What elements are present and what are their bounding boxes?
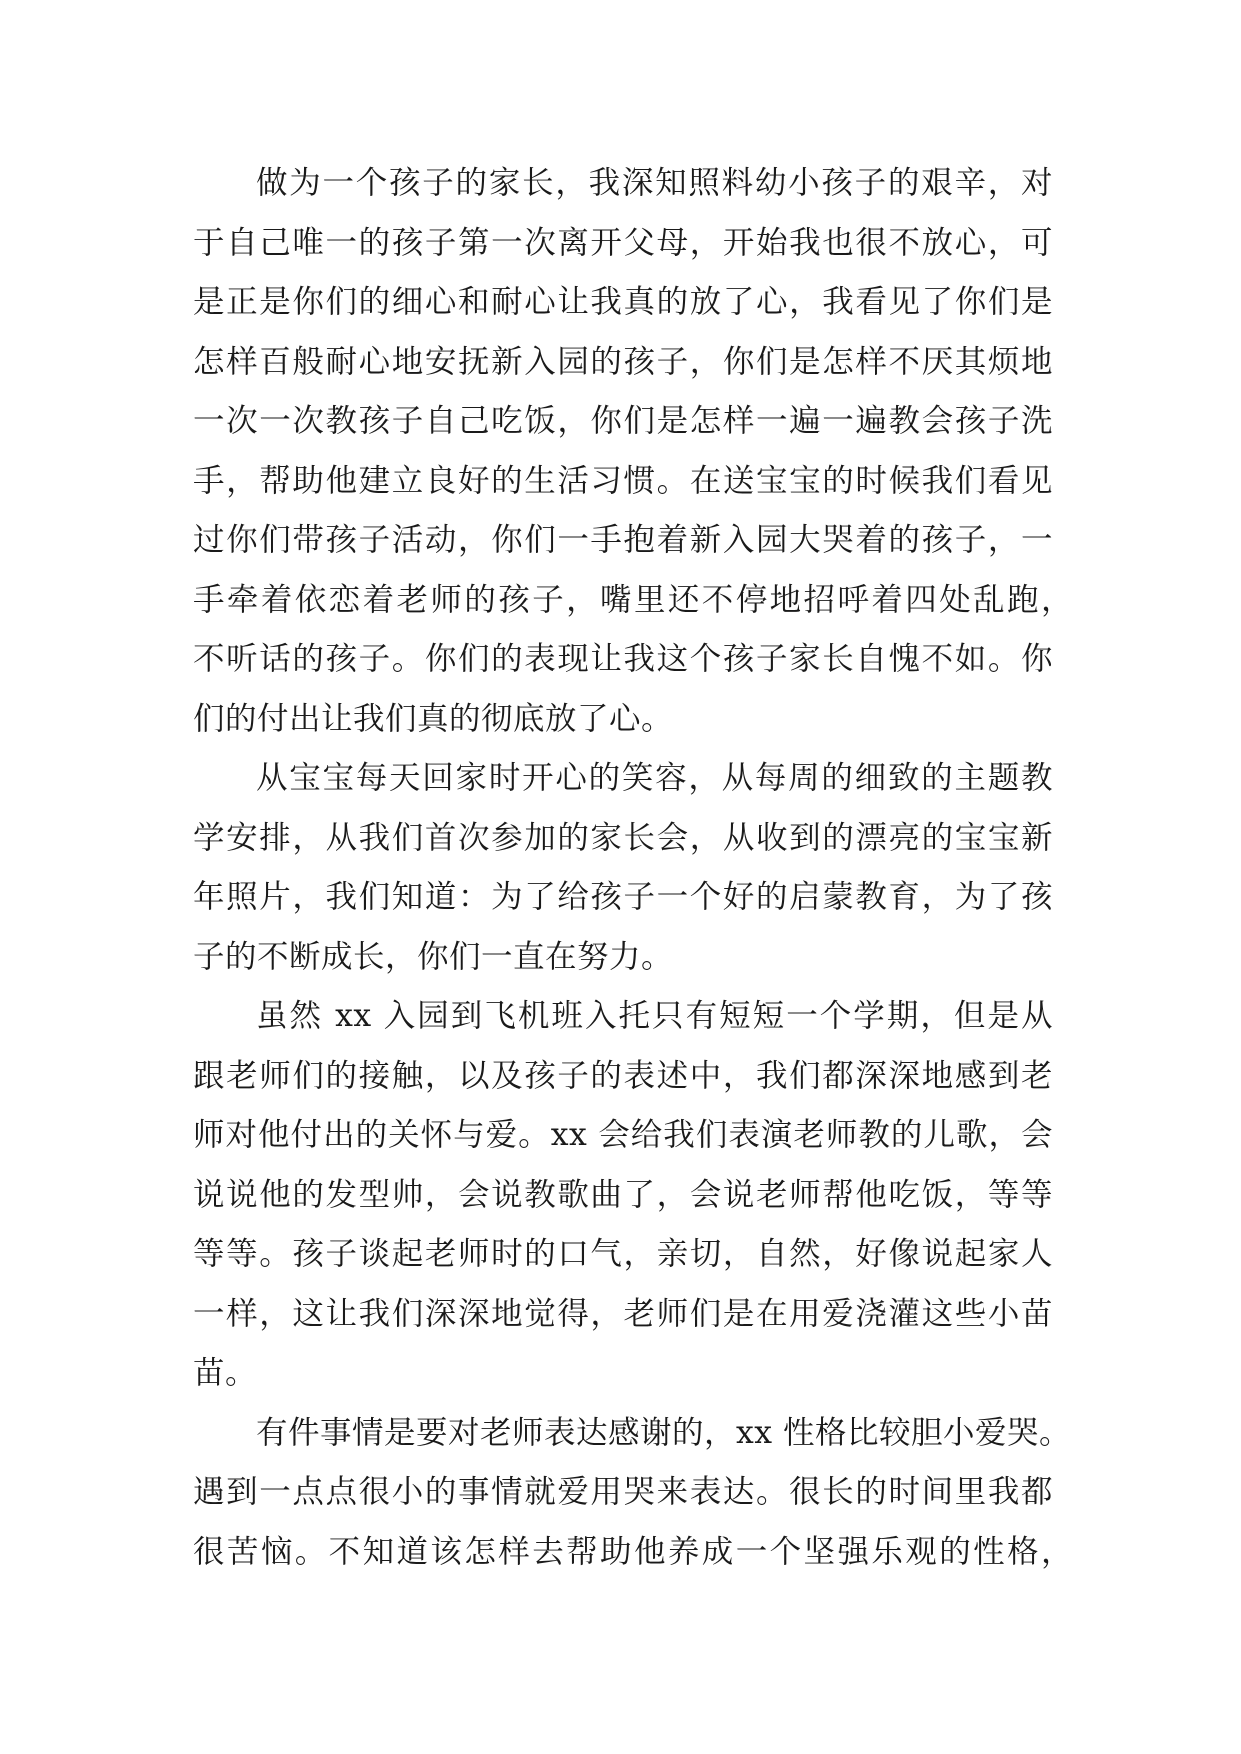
text-line: 是正是你们的细心和耐心让我真的放了心，我看见了你们是	[193, 284, 1053, 320]
text-line: 子的不断成长，你们一直在努力。	[193, 938, 674, 975]
text-line: 有件事情是要对老师表达感谢的，xx 性格比较胆小爱哭。	[256, 1414, 1072, 1451]
paragraph	[193, 1404, 1073, 1583]
text-line: 做为一个孩子的家长，我深知照料幼小孩子的艰辛，对	[256, 165, 1053, 201]
text-line: 遇到一点点很小的事情就爱用哭来表达。很长的时间里我都	[193, 1474, 1053, 1510]
paragraph	[193, 749, 1053, 987]
text-line: 很苦恼。不知道该怎样去帮助他养成一个坚强乐观的性格，	[193, 1533, 1073, 1570]
text-line: 一次一次教孩子自己吃饭，你们是怎样一遍一遍教会孩子洗	[193, 403, 1053, 439]
text-line: 等等。孩子谈起老师时的口气，亲切，自然，好像说起家人	[193, 1236, 1053, 1272]
text-line: 年照片，我们知道：为了给孩子一个好的启蒙教育，为了孩	[193, 879, 1053, 915]
text-line: 说说他的发型帅，会说教歌曲了，会说老师帮他吃饭，等等	[193, 1176, 1053, 1213]
text-line: 于自己唯一的孩子第一次离开父母，开始我也很不放心，可	[193, 224, 1053, 261]
text-line: 苗。	[193, 1355, 258, 1391]
text-line: 跟老师们的接触，以及孩子的表述中，我们都深深地感到老	[193, 1057, 1053, 1094]
document-body	[193, 154, 1073, 1582]
text-line: 从宝宝每天回家时开心的笑容，从每周的细致的主题教	[256, 760, 1053, 796]
text-line: 学安排，从我们首次参加的家长会，从收到的漂亮的宝宝新	[193, 819, 1053, 856]
text-line: 手，帮助他建立良好的生活习惯。在送宝宝的时候我们看见	[193, 462, 1053, 499]
text-line: 手牵着依恋着老师的孩子，嘴里还不停地招呼着四处乱跑，	[193, 581, 1073, 618]
text-line: 一样，这让我们深深地觉得，老师们是在用爱浇灌这些小苗	[193, 1295, 1053, 1332]
text-line: 师对他付出的关怀与爱。xx 会给我们表演老师教的儿歌，会	[193, 1117, 1053, 1153]
text-line: 不听话的孩子。你们的表现让我这个孩子家长自愧不如。你	[193, 641, 1053, 677]
text-line: 虽然 xx 入园到飞机班入托只有短短一个学期，但是从	[256, 998, 1053, 1034]
paragraph	[193, 987, 1053, 1404]
paragraph	[193, 154, 1073, 749]
text-line: 过你们带孩子活动，你们一手抱着新入园大哭着的孩子，一	[193, 522, 1053, 558]
text-line: 怎样百般耐心地安抚新入园的孩子，你们是怎样不厌其烦地	[193, 343, 1053, 380]
text-line: 们的付出让我们真的彻底放了心。	[193, 700, 674, 737]
